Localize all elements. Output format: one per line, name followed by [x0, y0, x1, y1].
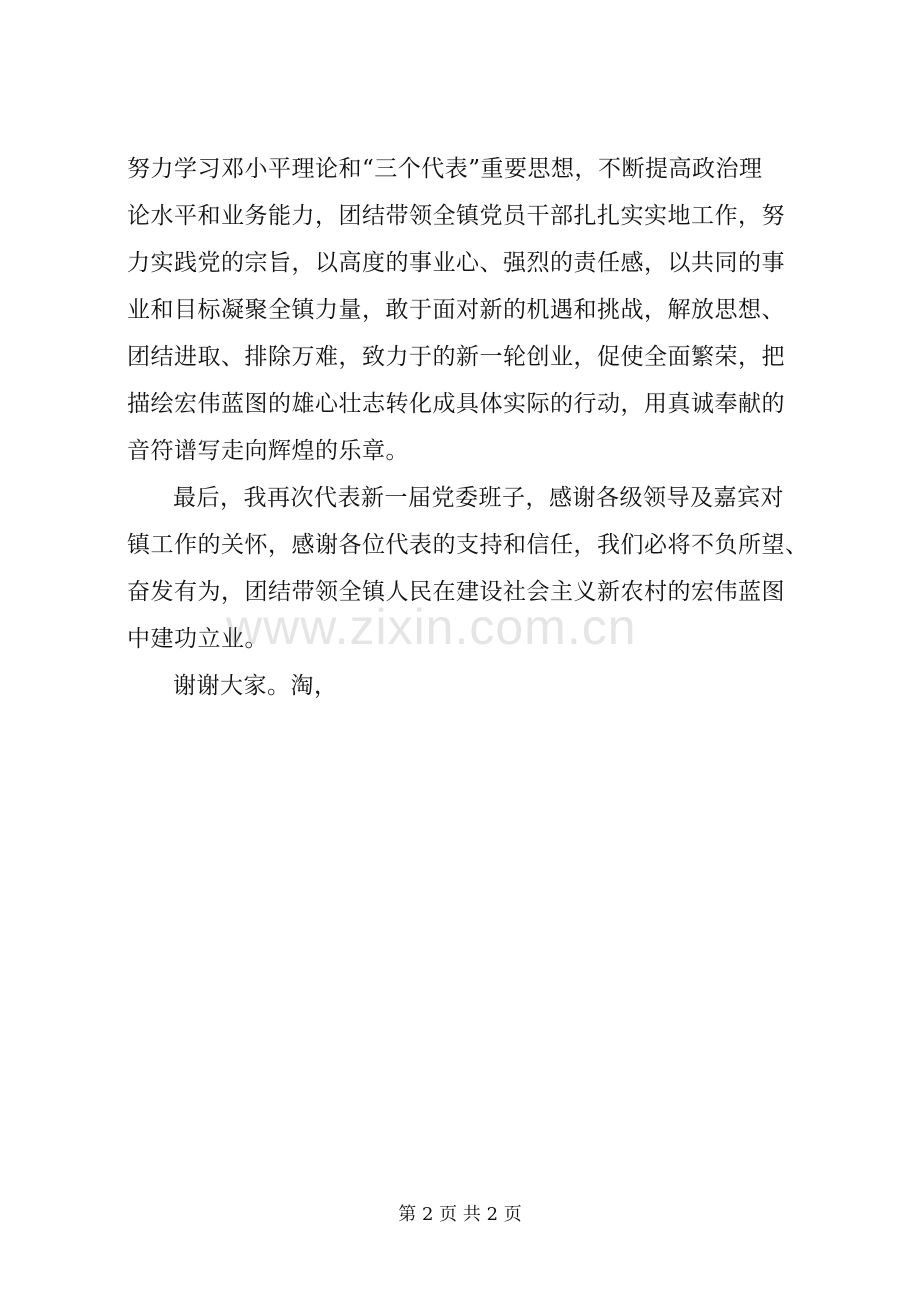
text-line: 最后，我再次代表新一届党委班子，感谢各级领导及嘉宾对	[173, 485, 784, 511]
page-footer: 第 2 页 共 2 页	[398, 1204, 522, 1225]
document-body	[127, 146, 827, 710]
text-line: 音符谱写走向辉煌的乐章。	[127, 438, 409, 464]
text-line: 中建功立业。	[127, 626, 268, 652]
text-line: 力实践党的宗旨，以高度的事业心、强烈的责任感，以共同的事	[127, 250, 785, 276]
text-line: 论水平和业务能力，团结带领全镇党员干部扎扎实实地工作，努	[127, 203, 785, 229]
paragraph	[127, 663, 827, 710]
text-line: 镇工作的关怀，感谢各位代表的支持和信任，我们必将不负所望、	[127, 532, 809, 558]
text-line: 努力学习邓小平理论和“三个代表”重要思想，不断提高政治理	[127, 156, 763, 182]
text-line: 谢谢大家。淘，	[173, 673, 338, 699]
text-line: 业和目标凝聚全镇力量，敢于面对新的机遇和挑战，解放思想、	[127, 297, 785, 323]
paragraph	[127, 146, 827, 475]
text-line: 描绘宏伟蓝图的雄心壮志转化成具体实际的行动，用真诚奉献的	[127, 391, 785, 417]
text-line: 团结进取、排除万难，致力于的新一轮创业，促使全面繁荣，把	[127, 344, 785, 370]
paragraph	[127, 475, 827, 663]
text-line: 奋发有为，团结带领全镇人民在建设社会主义新农村的宏伟蓝图	[127, 579, 785, 605]
watermark: www.zixin.com.cn	[226, 599, 637, 655]
